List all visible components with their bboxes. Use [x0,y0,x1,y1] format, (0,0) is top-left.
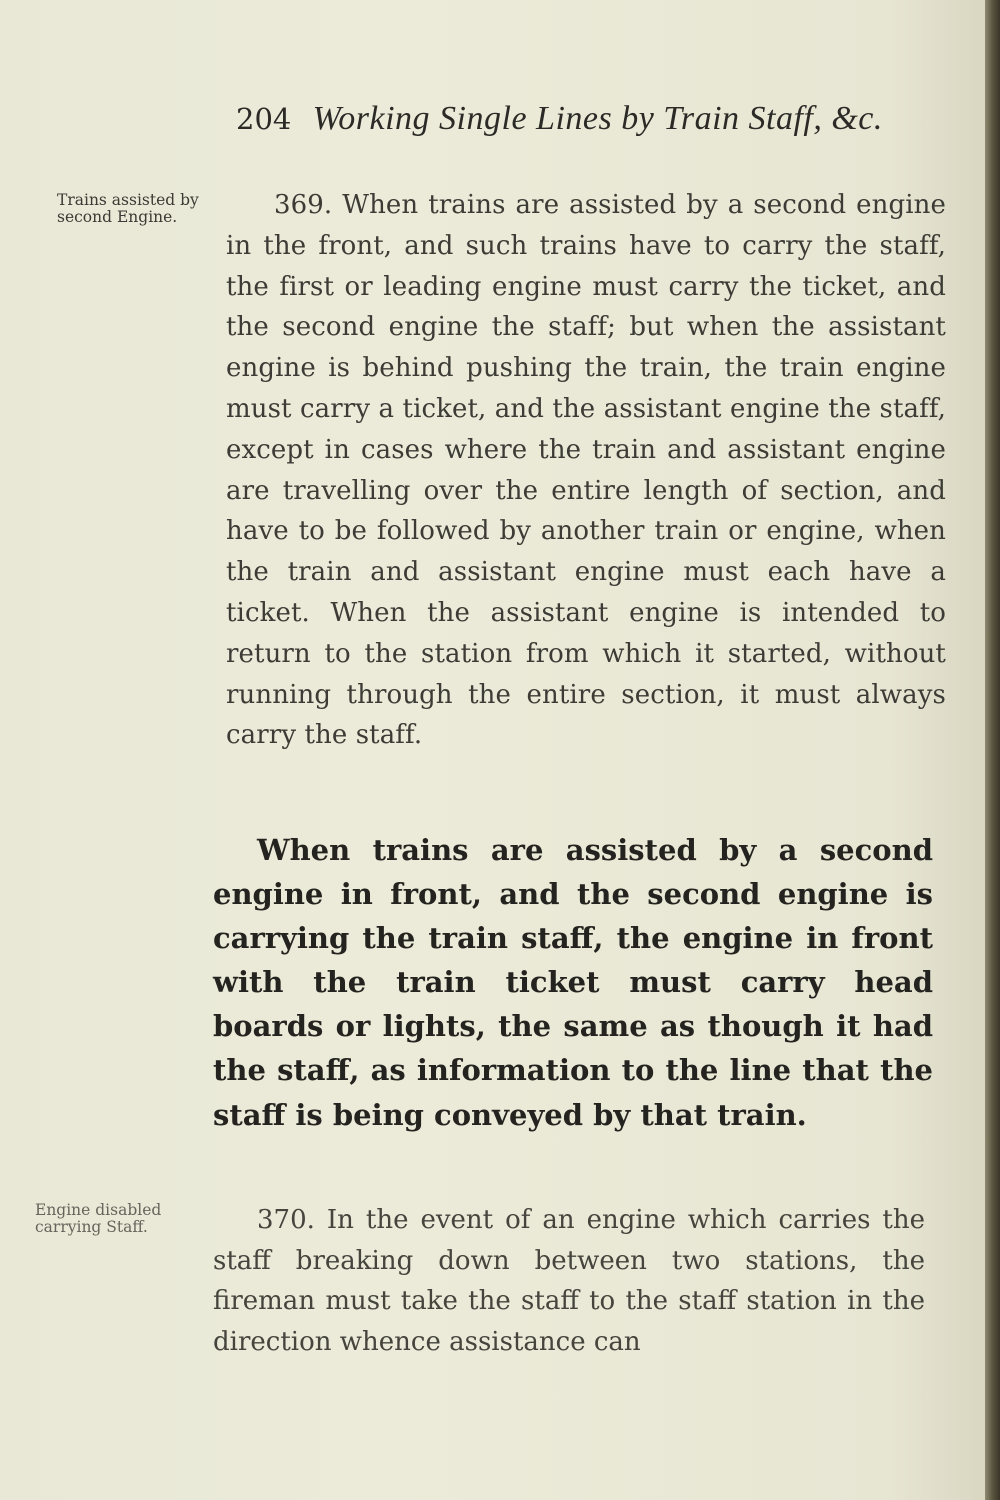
page-edge-shadow [985,0,1000,1500]
paragraph-369: 369. When trains are assisted by a second engine in the front, and such trains have to carry the staff, the first or leading engine must carry the ticket, and the second engine the staff; but when the assistant engine is behind pushing the train, the train engine must carry a ticket, and the assistant engine the staff, except in cases where the train and assistant engine are travelling over the entire length of section, and have to be followed by another train or engine, when the train and assistant engine must each have a ticket. When the assistant engine is intended to return to the station from which it started, without running through the entire section, it must always carry the staff. [226,190,946,751]
running-head [236,100,951,138]
margin-note-engine-disabled: Engine disabled carrying Staff. [35,1201,162,1236]
margin-note-trains-assisted: Trains assisted by second Engine. [57,191,199,226]
page-number: 204 [236,102,292,136]
paragraph-370: 370. In the event of an engine which carries the staff breaking down between two stations, the fireman must take the staff to the staff station in the direction whence assistance can [213,1205,925,1357]
paragraph-bold-addendum: When trains are assisted by a second engine in front, and the second engine is carrying the train staff, the engine in front with the train ticket must carry head boards or lights, the same as though it had the staff, as information to the line that the staff is being conveyed by that train. [213,833,933,1132]
running-title: Working Single Lines by Train Staff, &c. [312,100,883,137]
